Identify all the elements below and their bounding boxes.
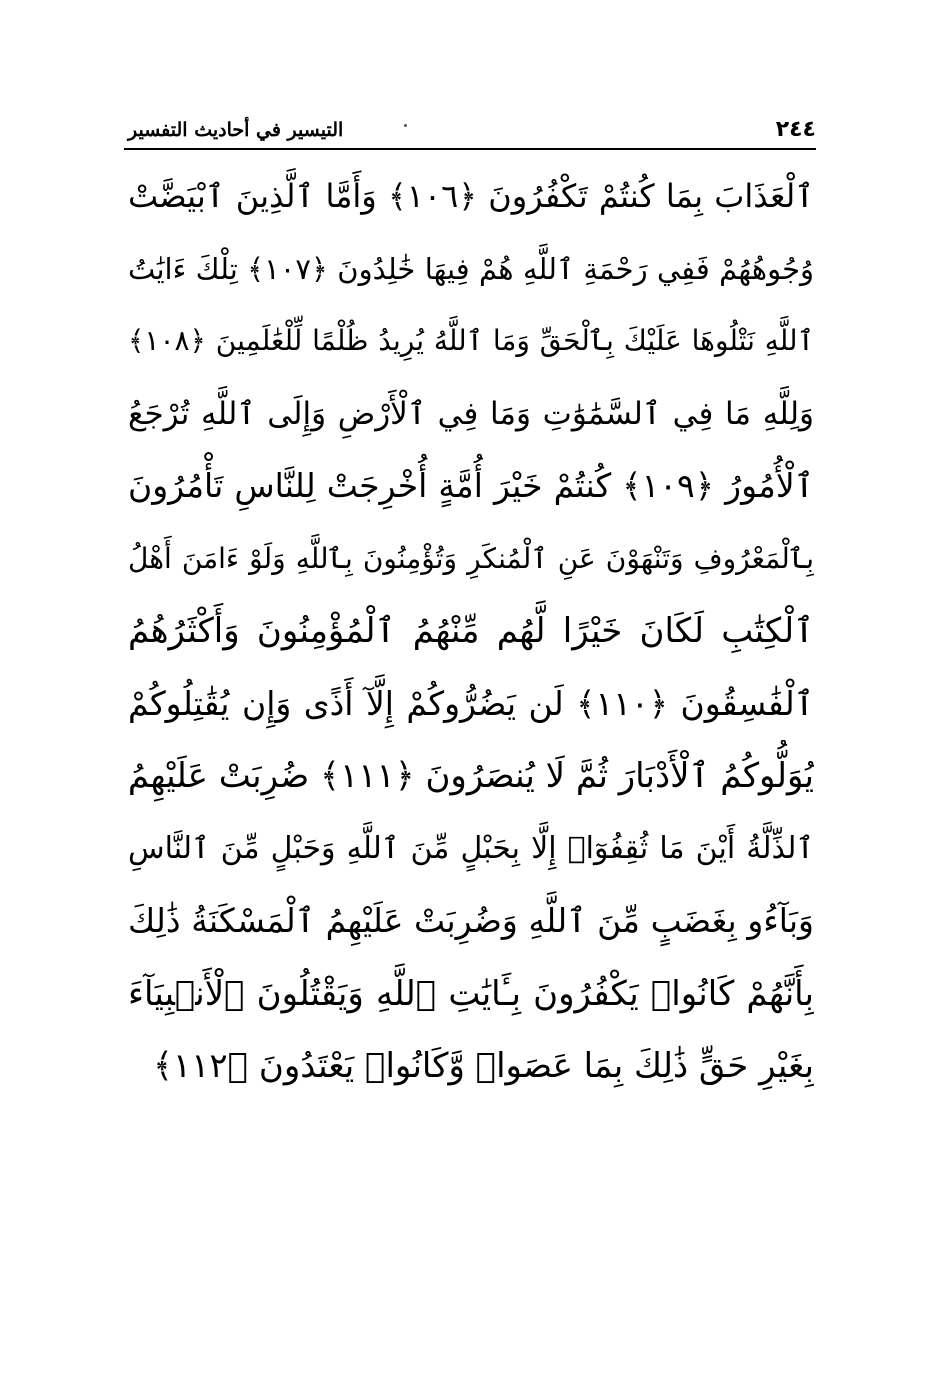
text-line: وُجُوهُهُمْ فَفِي رَحْمَةِ ٱللَّهِ هُمْ فِيهَا خَٰلِدُونَ ﴿١٠٧﴾ تِلْكَ ءَايَٰتُ — [128, 251, 814, 286]
running-title: التيسير في أحاديث التفسير — [128, 119, 344, 141]
text-line: بِأَنَّهُمْ كَانُوا۟ يَكْفُرُونَ بِـَٔايَٰتِ ٱللَّهِ وَيَقْتُلُونَ ٱلْأَنۢبِيَآءَ — [128, 973, 814, 1014]
text-line: وَبَآءُو بِغَضَبٍ مِّنَ ٱللَّهِ وَضُرِبَتْ عَلَيْهِمُ ٱلْمَسْكَنَةُ ذَٰلِكَ — [128, 901, 814, 940]
text-line: ٱلْكِتَٰبِ لَكَانَ خَيْرًا لَّهُم مِّنْهُمُ ٱلْمُؤْمِنُونَ وَأَكْثَرُهُمُ — [128, 611, 814, 651]
text-line: بِٱلْمَعْرُوفِ وَتَنْهَوْنَ عَنِ ٱلْمُنكَرِ وَتُؤْمِنُونَ بِٱللَّهِ وَلَوْ ءَامَنَ أَهْلُ — [128, 541, 814, 575]
page-header — [124, 112, 816, 148]
text-line: ٱلْفَٰسِقُونَ ﴿١١٠﴾ لَن يَضُرُّوكُمْ إِلَّآ أَذًى وَإِن يُقَٰتِلُوكُمْ — [128, 683, 814, 723]
text-line: يُوَلُّوكُمُ ٱلْأَدْبَارَ ثُمَّ لَا يُنصَرُونَ ﴿١١١﴾ ضُرِبَتْ عَلَيْهِمُ — [128, 756, 814, 796]
text-line: بِغَيْرِ حَقٍّ ذَٰلِكَ بِمَا عَصَوا۟ وَّكَانُوا۟ يَعْتَدُونَ ﴿١١٢﴾ — [152, 1046, 814, 1086]
text-line: وَلِلَّهِ مَا فِي ٱلسَّمَٰوَٰتِ وَمَا فِي ٱلْأَرْضِ وَإِلَى ٱللَّهِ تُرْجَعُ — [128, 395, 814, 432]
text-line: ٱلذِّلَّةُ أَيْنَ مَا ثُقِفُوٓا۟ إِلَّا بِحَبْلٍ مِّنَ ٱللَّهِ وَحَبْلٍ مِّنَ ٱلنَّاسِ — [128, 830, 814, 866]
header-dot — [404, 124, 407, 127]
quran-text-block — [128, 160, 814, 1103]
text-line: ٱللَّهِ نَتْلُوهَا عَلَيْكَ بِٱلْحَقِّ وَمَا ٱللَّهُ يُرِيدُ ظُلْمًا لِّلْعَٰلَمِينَ ﴿١٠٨﴾ — [128, 324, 814, 357]
header-rule — [124, 148, 816, 150]
text-line: ٱلْأُمُورُ ﴿١٠٩﴾ كُنتُمْ خَيْرَ أُمَّةٍ أُخْرِجَتْ لِلنَّاسِ تَأْمُرُونَ — [128, 466, 814, 505]
page-number: ٢٤٤ — [775, 117, 816, 142]
text-line: ٱلْعَذَابَ بِمَا كُنتُمْ تَكْفُرُونَ ﴿١٠٦﴾ وَأَمَّا ٱلَّذِينَ ٱبْيَضَّتْ — [128, 177, 814, 215]
